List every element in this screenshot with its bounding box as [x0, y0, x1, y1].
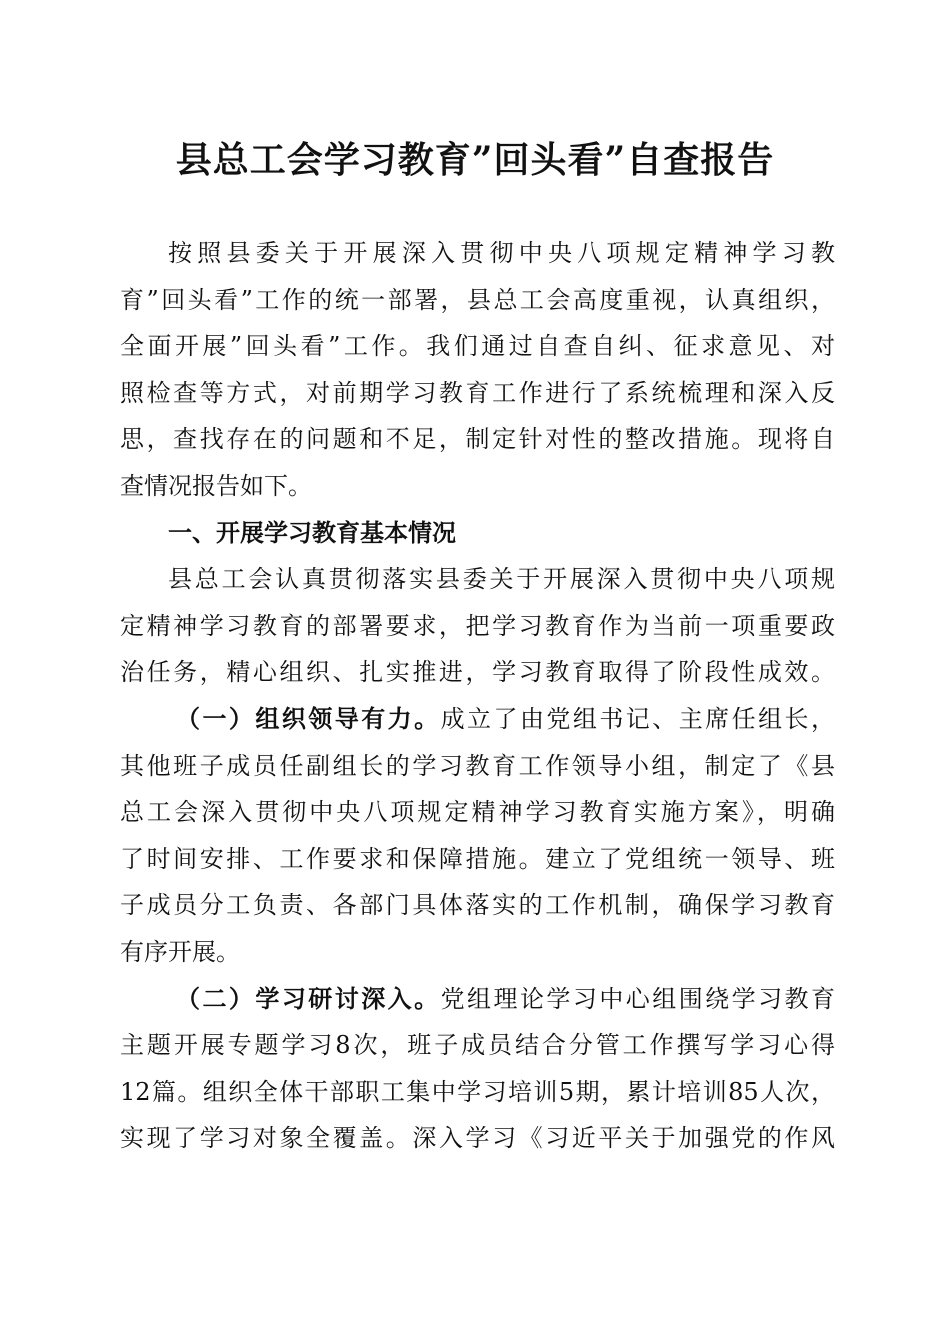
paragraph-line: 育”回头看”工作的统一部署，县总工会高度重视，认真组织，: [120, 285, 835, 314]
paragraph-line: 思，查找存在的问题和不足，制定针对性的整改措施。现将自: [120, 425, 835, 454]
paragraph-line: 全面开展”回头看”工作。我们通过自查自纠、征求意见、对: [120, 332, 835, 361]
subsection-text: 党组理论学习中心组围绕学习教育: [440, 984, 836, 1013]
paragraph-line: 主题开展专题学习8次，班子成员结合分管工作撰写学习心得: [120, 1031, 835, 1060]
subsection-first-line: [120, 976, 835, 1023]
paragraph-line: 按照县委关于开展深入贯彻中央八项规定精神学习教: [168, 239, 835, 267]
paragraph-line: 定精神学习教育的部署要求，把学习教育作为当前一项重要政: [120, 611, 835, 640]
paragraph-line: 总工会深入贯彻中央八项规定精神学习教育实施方案》，明确: [120, 798, 835, 827]
paragraph-line: 县总工会认真贯彻落实县委关于开展深入贯彻中央八项规: [168, 565, 835, 594]
paragraph-line: 其他班子成员任副组长的学习教育工作领导小组，制定了《县: [120, 751, 835, 780]
paragraph-line: 治任务，精心组织、扎实推进，学习教育取得了阶段性成效。: [120, 658, 835, 687]
paragraph-line: 12篇。组织全体干部职工集中学习培训5期，累计培训85人次，: [120, 1077, 835, 1106]
paragraph-line: 有序开展。: [120, 937, 240, 966]
document-body: [120, 230, 835, 1162]
paragraph-line: 实现了学习对象全覆盖。深入学习《习近平关于加强党的作风: [120, 1124, 835, 1153]
paragraph-line: 子成员分工负责、各部门具体落实的工作机制，确保学习教育: [120, 891, 835, 920]
paragraph-line: 查情况报告如下。: [120, 471, 312, 500]
paragraph-line: 了时间安排、工作要求和保障措施。建立了党组统一领导、班: [120, 844, 835, 873]
subsection-text: 成立了由党组书记、主席任组长，: [440, 704, 836, 733]
subsection-first-line: [120, 696, 835, 743]
subsection-title: （一）组织领导有力。: [176, 703, 441, 733]
paragraph-line: 照检查等方式，对前期学习教育工作进行了系统梳理和深入反: [120, 378, 835, 407]
page-title: 县总工会学习教育”回头看”自查报告: [175, 139, 775, 181]
subsection-title: （二）学习研讨深入。: [176, 983, 441, 1013]
section-heading: 一、开展学习教育基本情况: [168, 517, 456, 547]
